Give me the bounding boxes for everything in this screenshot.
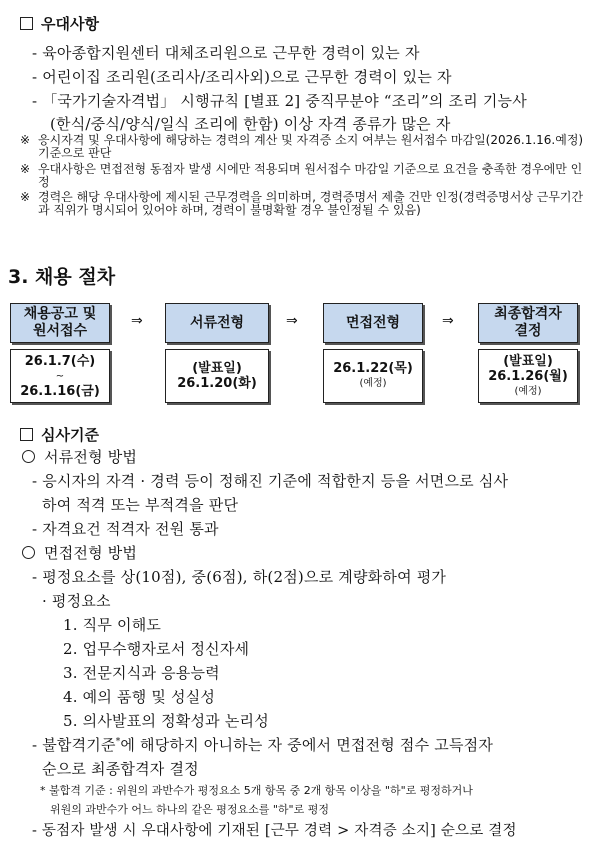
- preference-note: ※ 경력은 해당 우대사항에 제시된 근무경력을 의미하며, 경력증명서 제출 건만 인정(경력증명서상 근무기간과 직위가 명시되어 있어야 하며, 경력이 불명확할 경우 불인정될 수 있음): [20, 190, 584, 217]
- circle-bullet-icon: [22, 546, 35, 559]
- interview-scoring: - 평정요소를 상(10점), 중(6점), 하(2점)으로 계량화하여 평가: [32, 568, 447, 586]
- arrow-icon: ⇒: [442, 313, 454, 329]
- step-date: (발표일) 26.1.26(월) (예정): [478, 349, 578, 403]
- factors-label: · 평정요소: [42, 592, 111, 610]
- step-title: 채용공고 및 원서접수: [10, 303, 110, 343]
- factor-item: 3. 전문지식과 응용능력: [63, 664, 220, 682]
- preference-item: (한식/중식/양식/일식 조리에 한함) 이상 자격 종류가 많은 자: [50, 115, 451, 133]
- step-date: 26.1.7(수) ~ 26.1.16(금): [10, 349, 110, 403]
- preference-item: - 육아종합지원센터 대체조리원으로 근무한 경력이 있는 자: [32, 44, 420, 62]
- arrow-icon: ⇒: [286, 313, 298, 329]
- checkbox-square-icon: [20, 17, 33, 30]
- criteria-heading: 심사기준: [20, 424, 99, 445]
- preference-item: - 어린이집 조리원(조리사/조리사외)으로 근무한 경력이 있는 자: [32, 68, 452, 86]
- factor-item: 1. 직무 이해도: [63, 616, 162, 634]
- step-title: 최종합격자 결정: [478, 303, 578, 343]
- arrow-icon: ⇒: [131, 313, 143, 329]
- checkbox-square-icon: [20, 428, 33, 441]
- factor-item: 2. 업무수행자로서 정신자세: [63, 640, 250, 658]
- preference-heading: 우대사항: [20, 13, 99, 34]
- fail-criteria-line: - 불합격기준*에 해당하지 아니하는 자 중에서 면접전형 점수 고득점자: [32, 736, 494, 754]
- circle-bullet-icon: [22, 450, 35, 463]
- preference-note: ※ 우대사항은 면접전형 동점자 발생 시에만 적용되며 원서접수 마감일 기준으로 요건을 충족한 경우에만 인정: [20, 162, 583, 189]
- doc-method: 서류전형 방법: [22, 446, 137, 467]
- interview-method: 면접전형 방법: [22, 542, 137, 563]
- preference-note: ※ 응시자격 및 우대사항에 해당하는 경력의 계산 및 자격증 소지 여부는 원서접수 마감일(2026.1.16.예정) 기준으로 판단: [20, 133, 584, 160]
- doc-line: 하여 적격 또는 부적격을 판단: [42, 496, 239, 514]
- doc-line: - 응시자의 자격 · 경력 등이 정해진 기준에 적합한지 등을 서면으로 심사: [32, 472, 509, 490]
- fail-criteria-note: 위원의 과반수가 어느 하나의 같은 평정요소를 "하"로 평정: [50, 803, 329, 816]
- step-date: (발표일) 26.1.20(화): [165, 349, 269, 403]
- step-title: 면접전형: [323, 303, 423, 343]
- procedure-heading: 3. 채용 절차: [8, 266, 116, 288]
- doc-line: - 자격요건 적격자 전원 통과: [32, 520, 219, 538]
- fail-criteria-note: * 불합격 기준 : 위원의 과반수가 평정요소 5개 항목 중 2개 항목 이상을 "하"로 평정하거나: [40, 784, 473, 797]
- factor-item: 5. 의사발표의 정확성과 논리성: [63, 712, 269, 730]
- fail-criteria-line: 순으로 최종합격자 결정: [42, 760, 199, 778]
- factor-item: 4. 예의 품행 및 성실성: [63, 688, 216, 706]
- step-title: 서류전형: [165, 303, 269, 343]
- preference-item: - 「국가기술자격법」 시행규칙 [별표 2] 중직무분야 “조리”의 조리 기능사: [32, 92, 527, 110]
- step-date: 26.1.22(목) (예정): [323, 349, 423, 403]
- tie-break-line: - 동점자 발생 시 우대사항에 기재된 [근무 경력 > 자격증 소지] 순으로 결정: [32, 823, 517, 839]
